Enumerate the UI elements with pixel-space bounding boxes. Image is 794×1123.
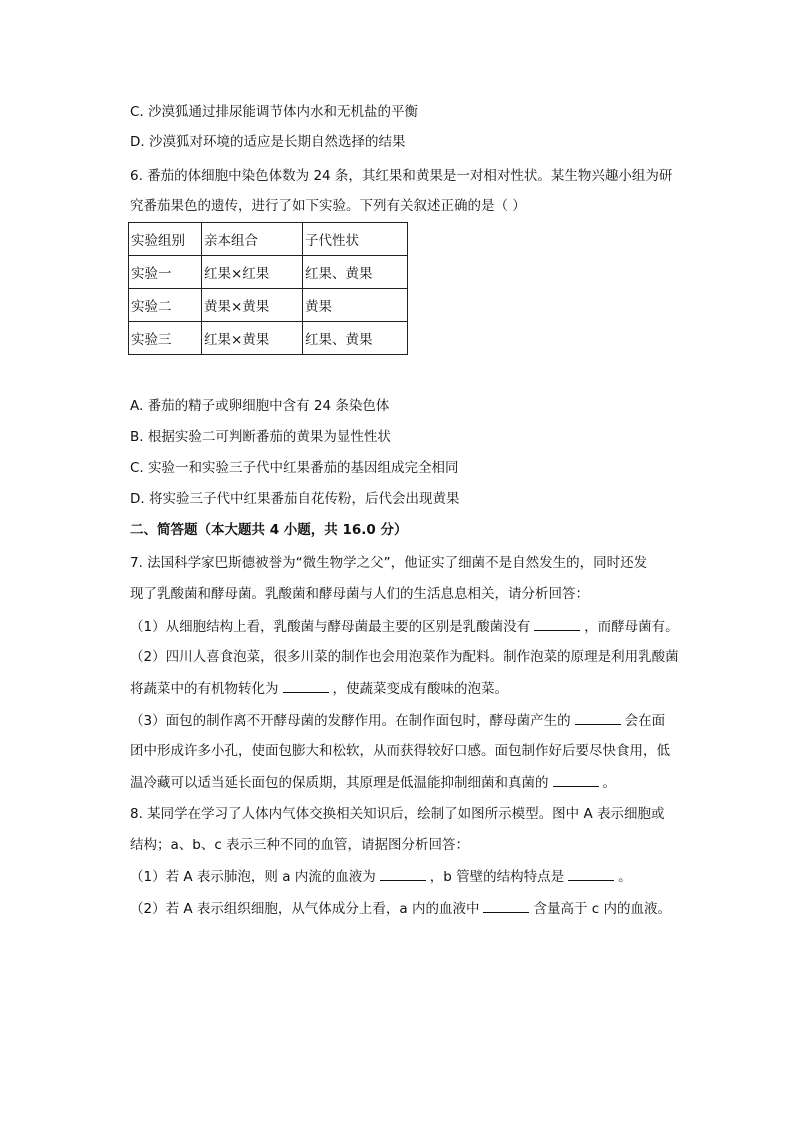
answer-blank[interactable] [575, 710, 621, 725]
text-segment: （2）若 A 表示组织细胞，从气体成分上看，a 内的血液中 [130, 901, 480, 917]
answer-blank[interactable] [483, 898, 529, 913]
question-6-line1: 6. 番茄的体细胞中染色体数为 24 条，其红果和黄果是一对相对性状。某生物兴趣小组为研 [130, 168, 673, 184]
option-d-q6: D. 将实验三子代中红果番茄自花传粉，后代会出现黄果 [130, 491, 460, 507]
text-segment: 会在面 [624, 713, 666, 729]
option-c-q5: C. 沙漠狐通过排尿能调节体内水和无机盐的平衡 [130, 104, 419, 120]
question-7-part3-line2: 团中形成许多小孔，使面包膨大和松软，从而获得较好口感。面包制作好后要尽快食用，低 [130, 743, 670, 759]
answer-blank[interactable] [553, 772, 599, 787]
table-cell: 实验一 [129, 256, 202, 289]
table-header-row [129, 223, 408, 256]
question-8-line1: 8. 某同学在学习了人体内气体交换相关知识后，绘制了如图所示模型。图中 A 表示细胞或 [130, 806, 665, 822]
table-cell: 红果、黄果 [303, 322, 408, 355]
table-header-cell: 实验组别 [129, 223, 202, 256]
question-8-part2 [130, 898, 671, 919]
question-6-line2: 究番茄果色的遗传，进行了如下实验。下列有关叙述正确的是（ ） [130, 198, 526, 214]
experiment-table [128, 222, 408, 355]
text-segment: ，而酵母菌有。 [584, 619, 679, 635]
text-segment: （1）若 A 表示肺泡，则 a 内流的血液为 [130, 869, 376, 885]
question-7-part2-line2 [130, 678, 508, 699]
text-segment: ，b 管壁的结构特点是 [429, 869, 565, 885]
table-cell: 红果×黄果 [202, 322, 303, 355]
answer-blank[interactable] [568, 866, 614, 881]
answer-blank[interactable] [283, 678, 329, 693]
text-segment: 。 [602, 775, 616, 791]
text-segment: （3）面包的制作离不开酵母菌的发酵作用。在制作面包时，酵母菌产生的 [130, 713, 571, 729]
text-segment: 。 [618, 869, 632, 885]
answer-blank[interactable] [534, 616, 580, 631]
text-segment: 温冷藏可以适当延长面包的保质期，其原理是低温能抑制细菌和真菌的 [130, 775, 549, 791]
question-7-line1: 7. 法国科学家巴斯德被誉为“微生物学之父”，他证实了细菌不是自然发生的，同时还发 [130, 555, 648, 571]
table-row [129, 289, 408, 322]
table-row [129, 322, 408, 355]
table-cell: 实验三 [129, 322, 202, 355]
question-7-part3-line1 [130, 710, 665, 731]
text-segment: ，使蔬菜变成有酸味的泡菜。 [332, 681, 508, 697]
option-c-q6: C. 实验一和实验三子代中红果番茄的基因组成完全相同 [130, 460, 459, 476]
question-7-part1 [130, 616, 679, 637]
table-header-cell: 子代性状 [303, 223, 408, 256]
table-cell: 红果×红果 [202, 256, 303, 289]
text-segment: 将蔬菜中的有机物转化为 [130, 681, 279, 697]
table-row [129, 256, 408, 289]
question-8-part1 [130, 866, 632, 887]
text-segment: 含量高于 c 内的血液。 [533, 901, 671, 917]
section-heading: 二、简答题（本大题共 4 小题，共 16.0 分） [130, 522, 408, 538]
question-8-line2: 结构；a、b、c 表示三种不同的血管，请据图分析回答： [130, 837, 470, 853]
option-d-q5: D. 沙漠狐对环境的适应是长期自然选择的结果 [130, 134, 406, 150]
table-cell: 红果、黄果 [303, 256, 408, 289]
question-7-line2: 现了乳酸菌和酵母菌。乳酸菌和酵母菌与人们的生活息息相关，请分析回答： [130, 586, 589, 602]
question-7-part2-line1: （2）四川人喜食泡菜，很多川菜的制作也会用泡菜作为配料。制作泡菜的原理是利用乳酸菌 [130, 649, 679, 665]
table-cell: 黄果 [303, 289, 408, 322]
table-cell: 实验二 [129, 289, 202, 322]
table-header-cell: 亲本组合 [202, 223, 303, 256]
option-b-q6: B. 根据实验二可判断番茄的黄果为显性性状 [130, 429, 391, 445]
question-7-part3-line3 [130, 772, 616, 793]
option-a-q6: A. 番茄的精子或卵细胞中含有 24 条染色体 [130, 398, 390, 414]
answer-blank[interactable] [380, 866, 426, 881]
text-segment: （1）从细胞结构上看，乳酸菌与酵母菌最主要的区别是乳酸菌没有 [130, 619, 531, 635]
table-cell: 黄果×黄果 [202, 289, 303, 322]
